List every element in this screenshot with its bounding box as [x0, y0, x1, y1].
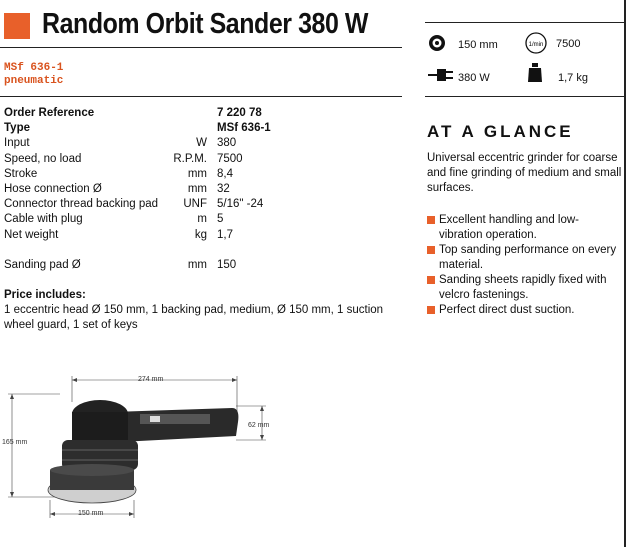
- dim-body-height: 62 mm: [248, 422, 270, 429]
- spec-unit: mm: [187, 258, 207, 271]
- divider: [0, 96, 402, 97]
- bullet-icon: [427, 276, 435, 284]
- model-variant: pneumatic: [4, 75, 64, 87]
- feature-item: [427, 303, 622, 318]
- spec-unit: UNF: [183, 198, 207, 211]
- spec-row-cable: [4, 212, 394, 227]
- spec-row-hose: [4, 182, 394, 197]
- spec-value: 5: [217, 213, 224, 226]
- dim-pad: 150 mm: [78, 510, 104, 517]
- spec-label: Speed, no load: [4, 152, 82, 165]
- sander-drawing: [0, 372, 300, 544]
- spec-label: Type: [4, 122, 30, 135]
- page-title: Random Orbit Sander 380 W: [42, 8, 369, 40]
- glance-heading: AT A GLANCE: [427, 122, 574, 141]
- spec-label: Stroke: [4, 167, 38, 180]
- feature-text: Perfect direct dust suction.: [439, 304, 575, 316]
- spec-row-sanding-pad: [4, 258, 394, 273]
- price-text: 1 eccentric head Ø 150 mm, 1 backing pad, medium, Ø 150 mm, 1 suction wheel guard, 1 set of keys: [4, 304, 384, 331]
- spec-row-thread: [4, 197, 394, 212]
- spec-label: Order Reference: [4, 107, 95, 119]
- speed-rpm-glyph: 1/min: [528, 42, 544, 48]
- pad-diameter-value: 150 mm: [458, 39, 498, 51]
- spec-row-speed: [4, 152, 394, 167]
- feature-item: [427, 213, 622, 243]
- spec-row-input: [4, 136, 394, 151]
- spec-label: Hose connection Ø: [4, 182, 102, 195]
- spec-unit: R.P.M.: [173, 152, 207, 165]
- feature-text: Excellent handling and low-vibration operation.: [439, 214, 580, 241]
- speed-rpm-value: 7500: [556, 38, 581, 50]
- divider: [425, 96, 625, 97]
- spec-value: 8,4: [217, 167, 233, 180]
- page-edge: [624, 0, 626, 547]
- spec-value: MSf 636-1: [217, 122, 271, 135]
- spec-value: 1,7: [217, 228, 233, 241]
- spec-unit: m: [197, 213, 207, 226]
- dim-length: 274 mm: [138, 376, 164, 383]
- spec-value: 32: [217, 182, 230, 195]
- speed-rpm-icon: [525, 32, 547, 59]
- model-designation: [4, 62, 63, 88]
- bullet-icon: [427, 306, 435, 314]
- feature-list: [427, 213, 622, 318]
- model-number: MSf 636-1: [4, 62, 64, 74]
- power-plug-icon: [428, 68, 454, 87]
- spec-label: Net weight: [4, 228, 59, 241]
- feature-text: Sanding sheets rapidly fixed with velcro fastenings.: [439, 274, 607, 301]
- spec-value: 380: [217, 137, 237, 150]
- weight-value: 1,7 kg: [558, 72, 588, 84]
- spec-unit: W: [196, 137, 207, 150]
- spec-table: [4, 106, 394, 273]
- spec-value: 150: [217, 258, 237, 271]
- spec-row-stroke: [4, 167, 394, 182]
- spec-value: 5/16" -24: [217, 198, 264, 211]
- power-value: 380 W: [458, 72, 490, 84]
- weight-icon: [527, 63, 543, 88]
- accent-square: [4, 13, 30, 39]
- bullet-icon: [427, 216, 435, 224]
- dim-height: 165 mm: [2, 439, 28, 446]
- spec-label: Input: [4, 137, 30, 150]
- price-heading: Price includes:: [4, 289, 86, 301]
- spec-unit: kg: [194, 228, 207, 241]
- spec-row-order-reference: [4, 106, 394, 121]
- spec-row-type: [4, 121, 394, 136]
- spec-label: Sanding pad Ø: [4, 258, 81, 271]
- spec-value: 7 220 78: [217, 107, 262, 119]
- spec-row-spacer: [4, 243, 394, 258]
- divider: [425, 22, 625, 23]
- pad-diameter-icon: [428, 34, 446, 57]
- spec-value: 7500: [217, 152, 243, 165]
- bullet-icon: [427, 246, 435, 254]
- glance-intro: Universal eccentric grinder for coarse and fine grinding of medium and small surfaces.: [427, 152, 622, 194]
- spec-row-weight: [4, 228, 394, 243]
- feature-item: [427, 273, 622, 303]
- spec-label: Connector thread backing pad: [4, 198, 159, 211]
- spec-unit: mm: [187, 167, 207, 180]
- spec-unit: mm: [187, 182, 207, 195]
- feature-text: Top sanding performance on every material.: [439, 244, 617, 271]
- feature-item: [427, 243, 622, 273]
- divider: [0, 47, 402, 48]
- spec-label: Cable with plug: [4, 213, 83, 226]
